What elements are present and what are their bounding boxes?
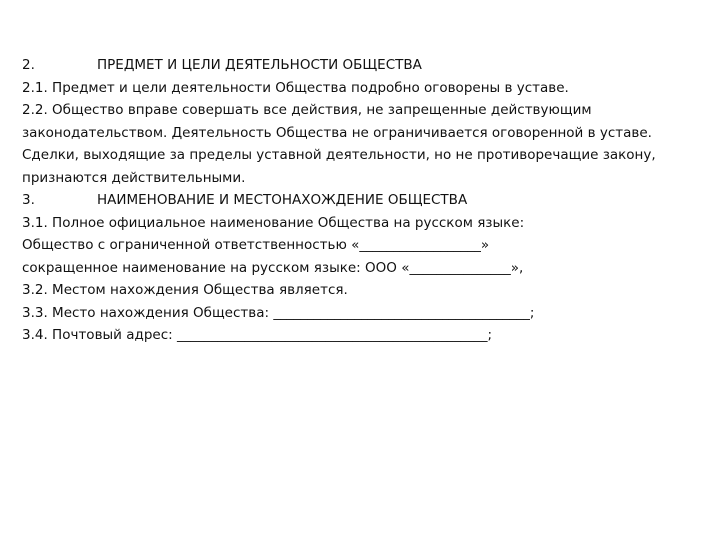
- section-3-title: НАИМЕНОВАНИЕ И МЕСТОНАХОЖДЕНИЕ ОБЩЕСТВА: [97, 192, 468, 208]
- section-2-title: ПРЕДМЕТ И ЦЕЛИ ДЕЯТЕЛЬНОСТИ ОБЩЕСТВА: [97, 57, 422, 73]
- paragraph-3-1-line-2: Общество с ограниченной ответственностью «__________________»: [22, 237, 490, 253]
- document-body: [22, 54, 702, 347]
- paragraph-2-1: 2.1. Предмет и цели деятельности Общества подробно оговорены в уставе.: [22, 79, 569, 96]
- section-2-heading: [22, 54, 702, 77]
- paragraph-3-1-line-1: 3.1. Полное официальное наименование Общества на русском языке:: [22, 214, 525, 231]
- paragraph-2-2-line-4: признаются действительными.: [22, 169, 246, 186]
- paragraph-3-2: 3.2. Местом нахождения Общества является.: [22, 282, 348, 298]
- section-2-number: 2.: [22, 57, 35, 73]
- paragraph-2-2-line-3: Сделки, выходящие за пределы уставной деятельности, но не противоречащие закону,: [22, 147, 656, 163]
- section-3-heading: [22, 189, 702, 212]
- paragraph-3-3: 3.3. Место нахождения Общества: ______________________________________;: [22, 304, 535, 321]
- paragraph-2-2-line-1: 2.2. Общество вправе совершать все действия, не запрещенные действующим: [22, 102, 592, 118]
- paragraph-3-4: 3.4. Почтовый адрес: ______________________________________________;: [22, 327, 493, 343]
- section-3-number: 3.: [22, 192, 35, 208]
- paragraph-2-2-line-2: законодательством. Деятельность Общества не ограничивается оговоренной в уставе.: [22, 124, 652, 141]
- paragraph-3-1-line-3: сокращенное наименование на русском языке: ООО «_______________»,: [22, 259, 524, 276]
